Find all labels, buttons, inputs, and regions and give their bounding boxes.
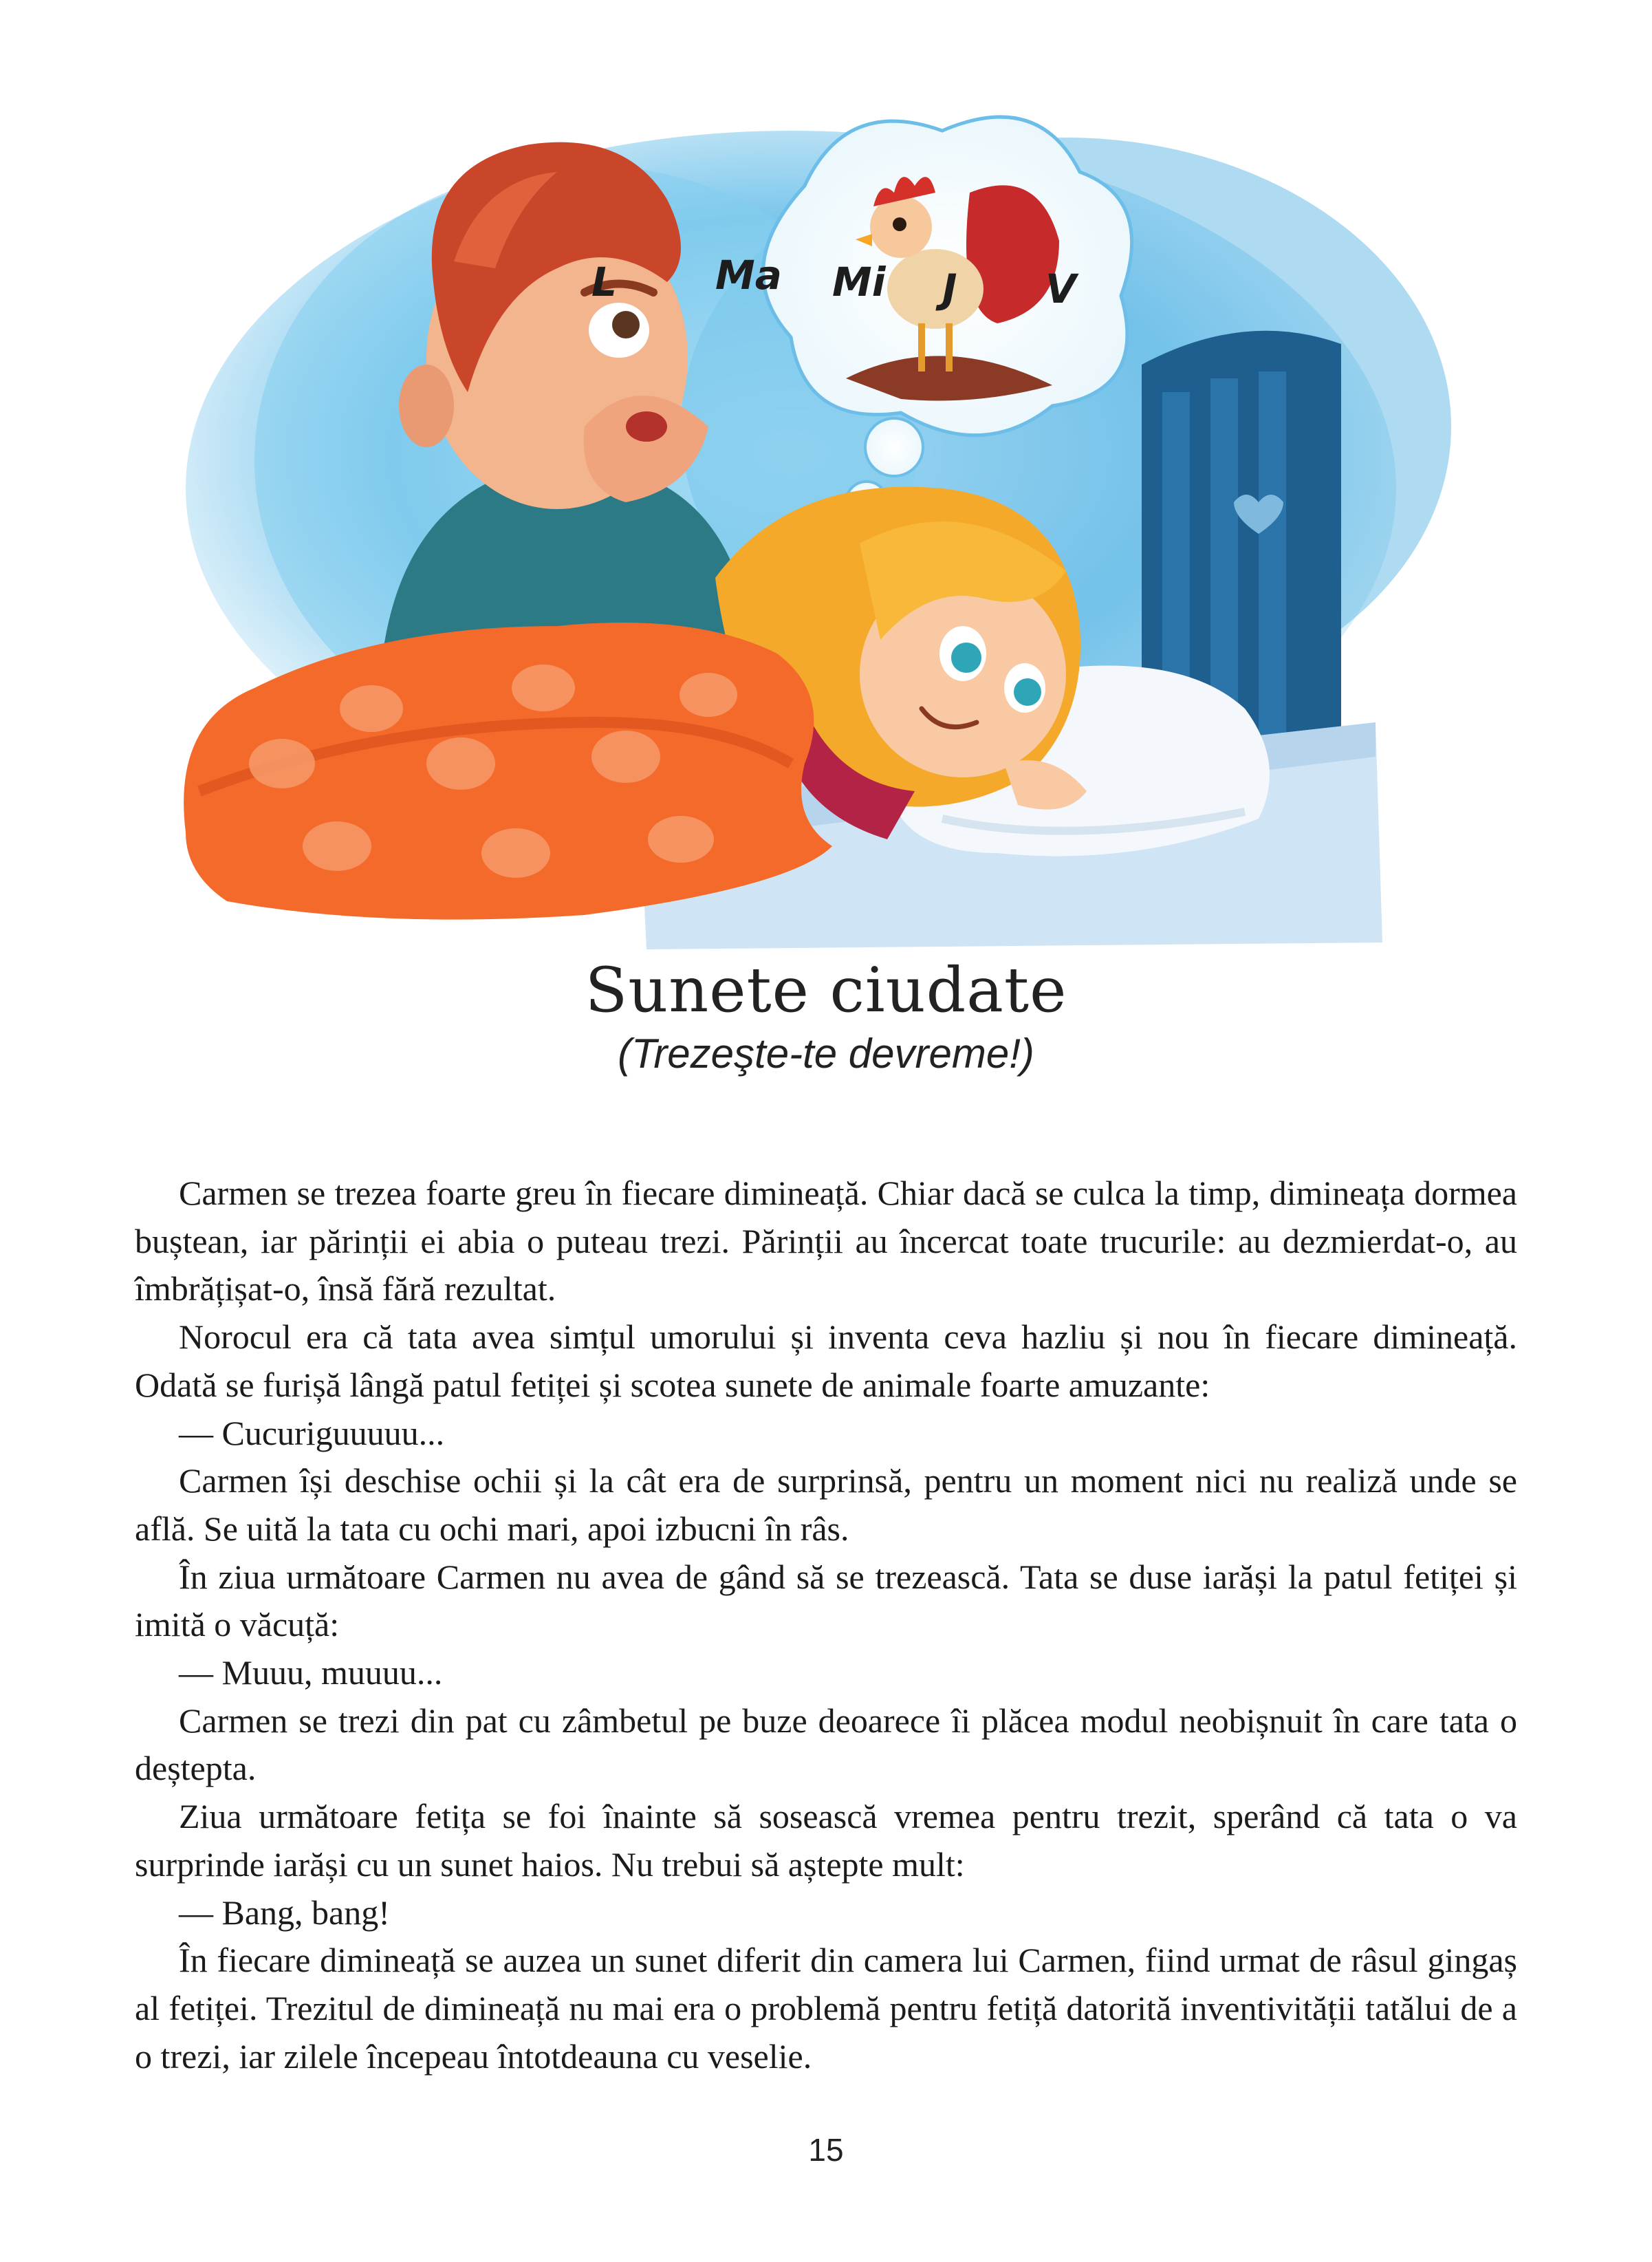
story-paragraph: În ziua următoare Carmen nu avea de gând să se trezească. Tata se duse iarăși la patul fetiței și imită o văcuță: — [135, 1557, 1517, 1644]
dream-letter-l: L — [591, 259, 617, 305]
story-dialogue: — Bang, bang! — [179, 1893, 390, 1932]
story-subtitle: (Trezeşte-te devreme!) — [618, 1031, 1034, 1077]
story-paragraph: Ziua următoare fetița se foi înainte să sosească vremea pentru trezit, sperând că tata o va surprinde iarăși cu un sunet haios. Nu trebui să aștepte mult: — [135, 1797, 1517, 1884]
story-title: Sunete ciudate — [585, 954, 1067, 1026]
story-paragraph: Carmen se trezea foarte greu în fiecare dimineață. Chiar dacă se culca la timp, dimineața dormea buștean, iar părinții ei abia o puteau trezi. Părinții au încercat toate trucurile: au dezmierdat-o, au îmbrățișat-o, însă fără rezultat. — [135, 1174, 1517, 1308]
story-dialogue: — Cucuriguuuuu... — [179, 1413, 445, 1452]
story-body — [135, 1170, 1517, 2080]
story-paragraph: Norocul era că tata avea simțul umorului și inventa ceva hazliu și nou în fiecare dimineață. Odată se furișă lângă patul fetiței și scotea sunete de animale foarte amuzante: — [135, 1317, 1517, 1404]
dream-letter-ma: Ma — [715, 252, 782, 299]
story-paragraph: În fiecare dimineață se auzea un sunet diferit din camera lui Carmen, fiind urmat de râsul gingaș al fetiței. Trezitul de dimineață nu mai era o problemă pentru fetiță datorită inventivității tatălui de a o trezi, iar zilele începeau întotdeauna cu veselie. — [135, 1941, 1517, 2076]
page-number: 15 — [808, 2132, 844, 2168]
dream-letter-j: J — [942, 266, 957, 312]
story-heading — [0, 956, 1652, 1077]
story-dialogue: — Muuu, muuuu... — [179, 1653, 443, 1692]
dream-letter-v: V — [1045, 266, 1076, 312]
story-paragraph: Carmen își deschise ochii și la cât era de surprinsă, pentru un moment nici nu realiză unde se află. Se uită la tata cu ochi mari, apoi izbucni în râs. — [135, 1461, 1517, 1548]
dream-letter-mi: Mi — [832, 259, 886, 305]
story-illustration — [172, 103, 1492, 949]
story-paragraph: Carmen se trezi din pat cu zâmbetul pe buze deoarece îi plăcea modul neobișnuit în care tata o deștepta. — [135, 1701, 1517, 1788]
